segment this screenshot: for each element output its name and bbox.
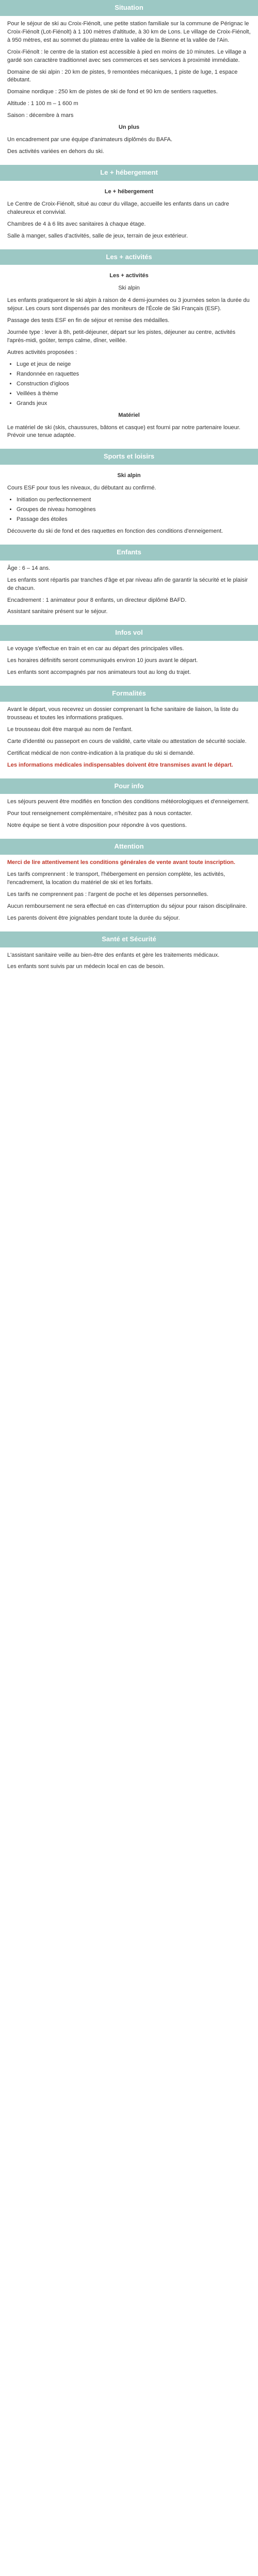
section-situation (0, 0, 258, 165)
subheading: Ski alpin (117, 472, 141, 479)
paragraph: Passage des tests ESF en fin de séjour et remise des médailles. (7, 317, 170, 324)
list-item: • Veillées à thème (17, 390, 251, 398)
section-title: Formalités (0, 686, 258, 702)
paragraph: Les horaires définitifs seront communiqués environ 10 jours avant le départ. (7, 657, 198, 664)
paragraph: Découverte du ski de fond et des raquettes en fonction des conditions d'enneigement. (7, 528, 223, 534)
paragraph: Aucun remboursement ne sera effectué en cas d'interruption du séjour pour raison disciplinaire. (7, 903, 247, 909)
list-item: • Passage des étoiles (17, 516, 251, 524)
section-pour-info (0, 778, 258, 839)
paragraph: Les tarifs comprennent : le transport, l'hébergement en pension complète, les activités, l'encadrement, la location du matériel de ski et les forfaits. (7, 871, 225, 886)
paragraph: Pour le séjour de ski au Croix-Fiénolt, une petite station familiale sur la commune de Pérignac le Croix-Fiénolt (Lot-Fiénolt) à 1 100 mètres d'altitude, à 30 km de Lons. Le village de Croix-Fiénolt, à 950 mètres, est au sommet du plateau entre la vallée de la Bienne et la vallée de l'Ain. (7, 20, 251, 43)
section-formalites (0, 686, 258, 778)
paragraph: Le Centre de Croix-Fiénolt, situé au cœur du village, accueille les enfants dans un cadre chaleureux et convivial. (7, 200, 229, 215)
paragraph: Saison : décembre à mars (7, 112, 74, 119)
list-item: • Grands jeux (17, 400, 251, 408)
list-item: • Luge et jeux de neige (17, 361, 251, 369)
list (7, 361, 251, 408)
paragraph: Carte d'identité ou passeport en cours de validité, carte vitale ou attestation de sécurité sociale. (7, 738, 247, 744)
paragraph: Âge : 6 – 14 ans. (7, 565, 51, 571)
paragraph: Pour tout renseignement complémentaire, n'hésitez pas à nous contacter. (7, 810, 192, 817)
subheading: Le + hébergement (104, 188, 154, 195)
section-title: Santé et Sécurité (0, 931, 258, 947)
paragraph: Cours ESF pour tous les niveaux, du débutant au confirmé. (7, 485, 156, 492)
paragraph: Le trousseau doit être marqué au nom de l'enfant. (7, 726, 133, 733)
paragraph: Domaine nordique : 250 km de pistes de ski de fond et 90 km de sentiers raquettes. (7, 89, 218, 95)
paragraph: Les enfants sont suivis par un médecin local en cas de besoin. (7, 963, 165, 970)
section-attention (0, 839, 258, 931)
subheading: Matériel (118, 412, 140, 418)
paragraph: Des activités variées en dehors du ski. (7, 148, 104, 155)
section-title: Pour info (0, 778, 258, 794)
paragraph: Le matériel de ski (skis, chaussures, bâtons et casque) est fourni par notre partenaire loueur. Prévoir une tenue adaptée. (7, 424, 240, 439)
list-item: • Groupes de niveau homogènes (17, 506, 251, 514)
paragraph: Altitude : 1 100 m – 1 600 m (7, 100, 78, 107)
subheading: Un plus (118, 124, 140, 131)
section-hebergement (0, 165, 258, 249)
list-item: • Initiation ou perfectionnement (17, 496, 251, 504)
notice: Merci de lire attentivement les conditions générales de vente avant toute inscription. (7, 859, 235, 866)
paragraph: Assistant sanitaire présent sur le séjour. (7, 608, 108, 615)
list-item: • Construction d'igloos (17, 380, 251, 388)
section-title: Enfants (0, 545, 258, 561)
section-title: Le + hébergement (0, 165, 258, 181)
paragraph: Les tarifs ne comprennent pas : l'argent de poche et les dépenses personnelles. (7, 891, 208, 897)
section-sports (0, 449, 258, 544)
paragraph: Certificat médical de non contre-indication à la pratique du ski si demandé. (7, 750, 195, 756)
paragraph: Salle à manger, salles d'activités, salle de jeux, terrain de jeux extérieur. (7, 232, 188, 239)
subheading: Ski alpin (118, 285, 140, 292)
paragraph: Encadrement : 1 animateur pour 8 enfants, un directeur diplômé BAFD. (7, 597, 187, 603)
paragraph: Autres activités proposées : (7, 349, 77, 355)
section-sante (0, 931, 258, 980)
notice: Les informations médicales indispensables doivent être transmises avant le départ. (7, 761, 233, 768)
paragraph: Les enfants pratiqueront le ski alpin à raison de 4 demi-journées ou 3 journées selon la durée du séjour. Les cours sont dispensés par des moniteurs de l'École de Ski Français (ESF). (7, 297, 250, 312)
paragraph: Les enfants sont répartis par tranches d'âge et par niveau afin de garantir la sécurité et le plaisir de chacun. (7, 577, 248, 591)
list (7, 496, 251, 524)
paragraph: Chambres de 4 à 6 lits avec sanitaires à chaque étage. (7, 221, 146, 227)
section-title: Infos vol (0, 625, 258, 641)
paragraph: Notre équipe se tient à votre disposition pour répondre à vos questions. (7, 822, 187, 829)
section-infos (0, 625, 258, 686)
section-title: Sports et loisirs (0, 449, 258, 465)
section-activites (0, 249, 258, 449)
paragraph: Les parents doivent être joignables pendant toute la durée du séjour. (7, 914, 180, 921)
paragraph: Domaine de ski alpin : 20 km de pistes, 9 remontées mécaniques, 1 piste de luge, 1 espace débutant. (7, 69, 238, 83)
paragraph: Les enfants sont accompagnés par nos animateurs tout au long du trajet. (7, 669, 191, 676)
paragraph: Le voyage s'effectue en train et en car au départ des principales villes. (7, 646, 184, 652)
paragraph: Croix-Fiénolt : le centre de la station est accessible à pied en moins de 10 minutes. Le village a gardé son caractère traditionnel avec ses commerces et ses services à proximité immédiate. (7, 48, 246, 63)
paragraph: Un encadrement par une équipe d'animateurs diplômés du BAFA. (7, 137, 173, 143)
subheading: Les + activités (109, 273, 149, 279)
paragraph: Avant le départ, vous recevrez un dossier comprenant la fiche sanitaire de liaison, la liste du trousseau et toutes les informations pratiques. (7, 706, 238, 721)
paragraph: Les séjours peuvent être modifiés en fonction des conditions météorologiques et d'enneigement. (7, 799, 250, 805)
list-item: • Randonnée en raquettes (17, 370, 251, 379)
paragraph: L'assistant sanitaire veille au bien-être des enfants et gère les traitements médicaux. (7, 952, 220, 958)
section-title: Situation (0, 0, 258, 16)
section-title: Les + activités (0, 249, 258, 265)
section-title: Attention (0, 839, 258, 855)
paragraph: Journée type : lever à 8h, petit-déjeuner, départ sur les pistes, déjeuner au centre, activités l'après-midi, goûter, temps calme, dîner, veillée. (7, 329, 236, 344)
section-enfants (0, 545, 258, 625)
page (0, 0, 258, 980)
